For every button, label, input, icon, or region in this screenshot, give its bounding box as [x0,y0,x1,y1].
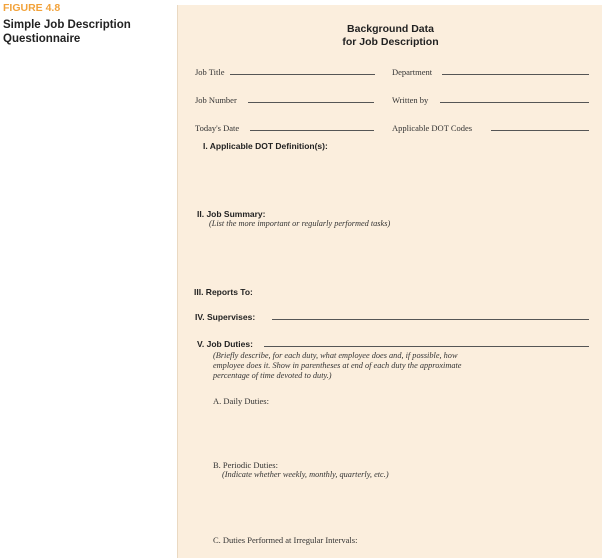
department-label: Department [392,67,433,77]
section-job-duties: V. Job Duties: [197,339,253,349]
figure-title-line1: Simple Job Description [3,19,131,31]
irregular-duties-label: C. Duties Performed at Irregular Intervals: [213,535,358,545]
daily-duties-label: A. Daily Duties: [213,396,269,406]
form-title [178,23,602,49]
supervises-field[interactable] [272,319,589,320]
section-dot-definitions: I. Applicable DOT Definition(s): [203,141,328,151]
dot-codes-field[interactable] [491,130,589,131]
periodic-duties-note: (Indicate whether weekly, monthly, quarterly, etc.) [222,470,389,479]
written-by-field[interactable] [440,102,589,103]
job-number-label: Job Number [195,95,237,105]
section-reports-to: III. Reports To: [194,287,253,297]
periodic-duties-label: B. Periodic Duties: [213,460,278,470]
job-duties-note-line2: employee does it. Show in parentheses at end of each duty the approximate [213,361,462,370]
section-job-summary: II. Job Summary: [197,209,266,219]
job-title-label: Job Title [195,67,225,77]
job-number-field[interactable] [248,102,374,103]
todays-date-label: Today's Date [195,123,240,133]
figure-title [3,18,173,46]
job-title-field[interactable] [230,74,375,75]
todays-date-field[interactable] [250,130,374,131]
section-supervises: IV. Supervises: [195,312,256,322]
job-summary-note: (List the more important or regularly performed tasks) [209,219,391,228]
job-duties-field[interactable] [264,346,589,347]
figure-title-line2: Questionnaire [3,33,81,45]
form-title-line2: for Job Description [342,36,439,48]
job-duties-note-line1: (Briefly describe, for each duty, what employee does and, if possible, how [213,351,458,360]
figure-label: FIGURE 4.8 [3,2,61,14]
job-duties-note-line3: percentage of time devoted to duty.) [213,371,332,380]
figure-caption [3,2,173,46]
written-by-label: Written by [392,95,429,105]
form-title-line1: Background Data [347,23,434,35]
department-field[interactable] [442,74,589,75]
job-description-form [177,5,602,558]
dot-codes-label: Applicable DOT Codes [392,123,473,133]
